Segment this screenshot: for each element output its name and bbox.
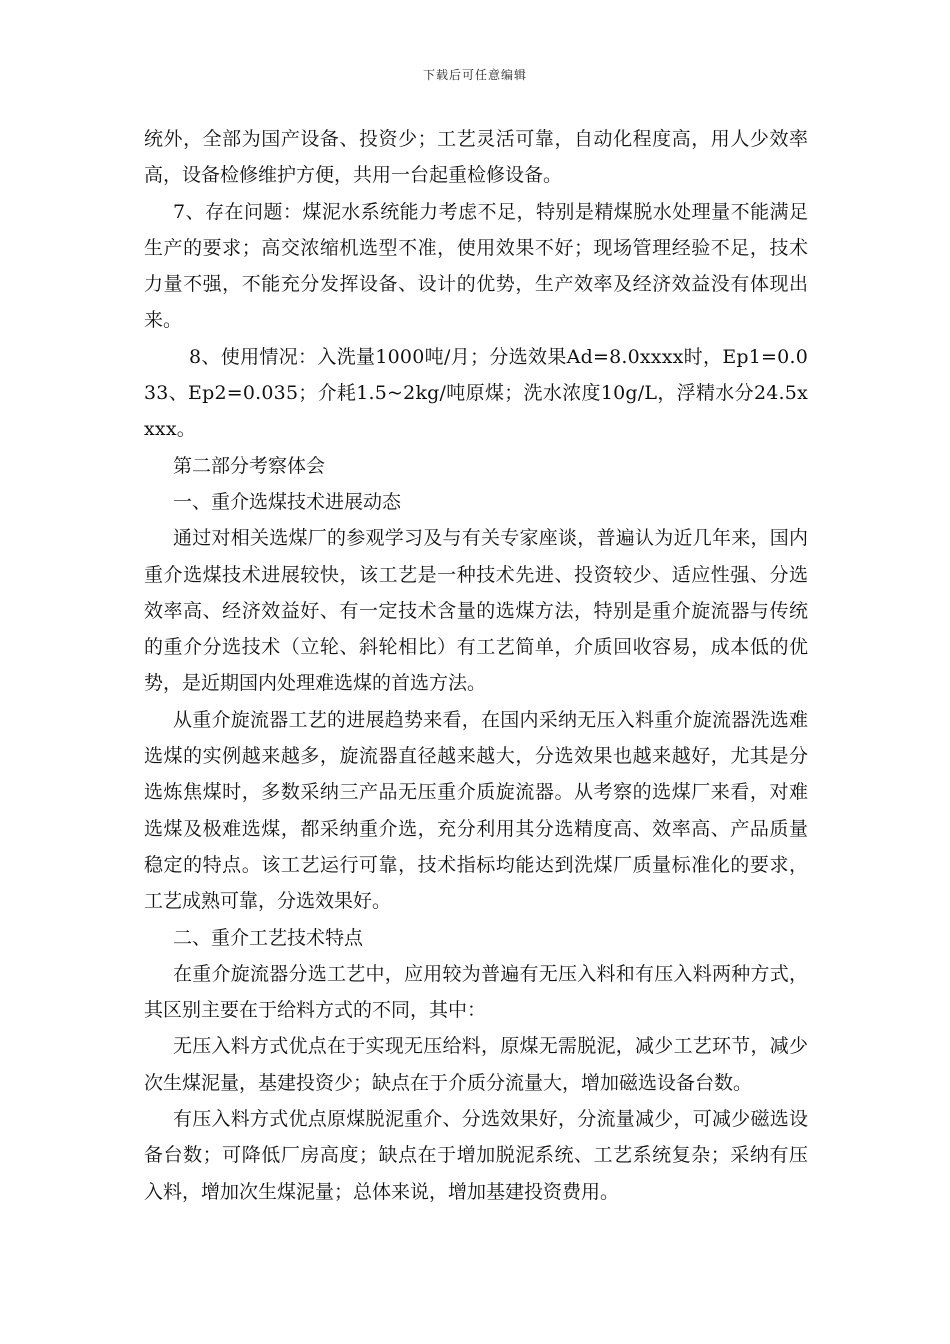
- paragraph-usage: 8、使用情况：入洗量1000吨/月；分选效果Ad=8.0xxxx时，Ep1=0.033、Ep2=0.035；介耗1.5~2kg/吨原煤；洗水浓度10g/L，浮精水分24.5xxxx。: [144, 345, 808, 441]
- paragraph-cyclone-trend: 从重介旋流器工艺的进展趋势来看，在国内采纳无压入料重介旋流器洗选难选煤的实例越来越多，旋流器直径越来越大，分选效果也越来越好，尤其是分选炼焦煤时，多数采纳三产品无压重介质旋流器。从考察的选煤厂来看，对难选煤及极难选煤，都采纳重介选，充分利用其分选精度高、效率高、产品质量稳定的特点。该工艺运行可靠，技术指标均能达到洗煤厂质量标准化的要求，工艺成熟可靠，分选效果好。: [144, 708, 808, 913]
- paragraph-feed-methods: 在重介旋流器分选工艺中，应用较为普遍有无压入料和有压入料两种方式，其区别主要在于给料方式的不同，其中：: [144, 962, 808, 1022]
- paragraph-non-pressure-feed: 无压入料方式优点在于实现无压给料，原煤无需脱泥，减少工艺环节，减少次生煤泥量，基建投资少；缺点在于介质分流量大，增加磁选设备台数。: [144, 1035, 808, 1094]
- subheading-one: 一、重介选煤技术进展动态: [173, 490, 402, 513]
- subheading-two: 二、重介工艺技术特点: [173, 926, 364, 949]
- section-heading-part-two: 第二部分考察体会: [173, 454, 326, 477]
- document-body: [144, 121, 808, 1210]
- paragraph-dense-medium-progress: 通过对相关选煤厂的参观学习及与有关专家座谈，普遍认为近几年来，国内重介选煤技术进展较快，该工艺是一种技术先进、投资较少、适应性强、分选效率高、经济效益好、有一定技术含量的选煤方法，特别是重介旋流器与传统的重介分选技术（立轮、斜轮相比）有工艺简单，介质回收容易，成本低的优势，是近期国内处理难选煤的首选方法。: [144, 527, 808, 695]
- paragraph-pressure-feed: 有压入料方式优点原煤脱泥重介、分选效果好，分流量减少，可减少磁选设备台数；可降低厂房高度；缺点在于增加脱泥系统、工艺系统复杂；采纳有压入料，增加次生煤泥量；总体来说，增加基建投资费用。: [144, 1108, 808, 1203]
- page-header: 下载后可任意编辑: [422, 68, 527, 82]
- paragraph-continued: 统外，全部为国产设备、投资少；工艺灵活可靠，自动化程度高，用人少效率高，设备检修维护方便，共用一台起重检修设备。: [144, 128, 808, 187]
- paragraph-problems: 7、存在问题：煤泥水系统能力考虑不足，特别是精煤脱水处理量不能满足生产的要求；高交浓缩机选型不准，使用效果不好；现场管理经验不足，技术力量不强，不能充分发挥设备、设计的优势，生产效率及经济效益没有体现出来。: [144, 200, 808, 332]
